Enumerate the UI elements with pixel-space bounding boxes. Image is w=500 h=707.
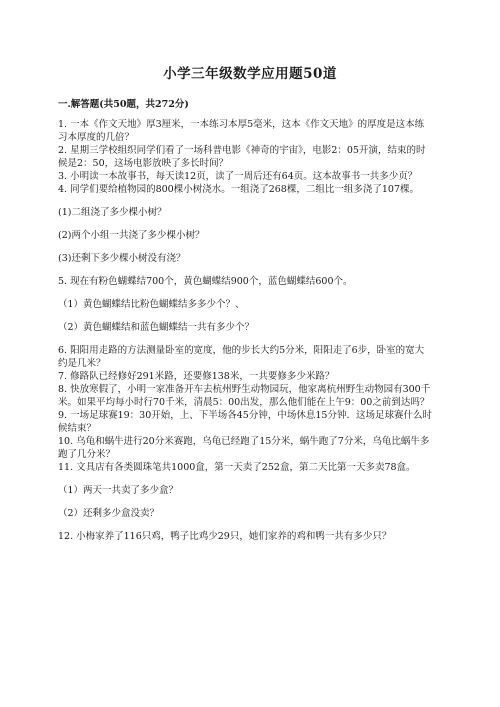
question-7: 7. 修路队已经修好291米路，还要修138米，一共要修多少米路？ — [58, 371, 335, 382]
question-6: 6. 阳阳用走路的方法测量卧室的宽度，他的步长大约5分米，阳阳走了6步，卧室的宽大约是几米？ — [58, 345, 425, 369]
question-4-part-1: (1)二组浇了多少棵小树？ — [58, 207, 167, 218]
question-9: 9. 一场足球赛19：30开始，上、下半场各45分钟，中场休息15分钟．这场足球赛什么时候结束？ — [58, 410, 432, 434]
question-5: 5. 现在有粉色蝴蝶结700个，黄色蝴蝶结900个，蓝色蝴蝶结600个。 — [58, 276, 353, 287]
question-10: 10. 乌龟和蜗牛进行20分米赛跑，乌龟已经跑了15分米，蜗牛跑了7分米，乌龟比蜗牛多跑了几分米？ — [58, 436, 430, 460]
question-4-part-3: (3)还剩下多少棵小树没有浇？ — [58, 253, 186, 264]
question-11: 11. 文具店有各类圆珠笔共1000盒，第一天卖了252盒，第二天比第一天多卖78盒。 — [58, 462, 416, 473]
question-5-part-1: （1）黄色蝴蝶结比粉色蝴蝶结多多少个？、 — [58, 299, 245, 310]
question-4-part-2: (2)两个小组一共浇了多少棵小树？ — [58, 230, 205, 241]
question-2: 2. 星期三学校组织同学们看了一场科普电影《神奇的宇宙》，电影2：05开演，结束的时候是2：50，这场电影放映了多长时间？ — [58, 145, 426, 169]
question-4: 4. 同学们要给植物园的800棵小树浇水。一组浇了268棵，二组比一组多浇了107棵。 — [58, 184, 419, 195]
question-5-part-2: （2）黄色蝴蝶结和蓝色蝴蝶结一共有多少个？ — [58, 322, 255, 333]
page-title: 小学三年级数学应用题50道 — [163, 66, 337, 82]
question-list — [58, 118, 433, 543]
question-8: 8. 快放寒假了，小明一家准备开车去杭州野生动物园玩，他家离杭州野生动物园有300千米。如果平均每小时行70千米，清晨5：00出发，那么他们能在上午9：00之前到达吗？ — [58, 384, 431, 408]
section-heading: 一.解答题(共50题，共272分) — [58, 99, 189, 110]
question-11-part-1: （1）两天一共卖了多少盒？ — [58, 485, 179, 496]
question-3: 3. 小明读一本故事书，每天读12页，读了一周后还有64页。这本故事书一共多少页？ — [58, 171, 418, 182]
question-1: 1. 一本《作文天地》厚3厘米，一本练习本厚5毫米，这本《作文天地》的厚度是这本练习本厚度的几倍？ — [58, 119, 425, 143]
question-12: 12. 小梅家养了116只鸡，鸭子比鸡少29只，她们家养的鸡和鸭一共有多少只？ — [58, 531, 392, 542]
question-11-part-2: （2）还剩多少盒没卖？ — [58, 508, 160, 519]
